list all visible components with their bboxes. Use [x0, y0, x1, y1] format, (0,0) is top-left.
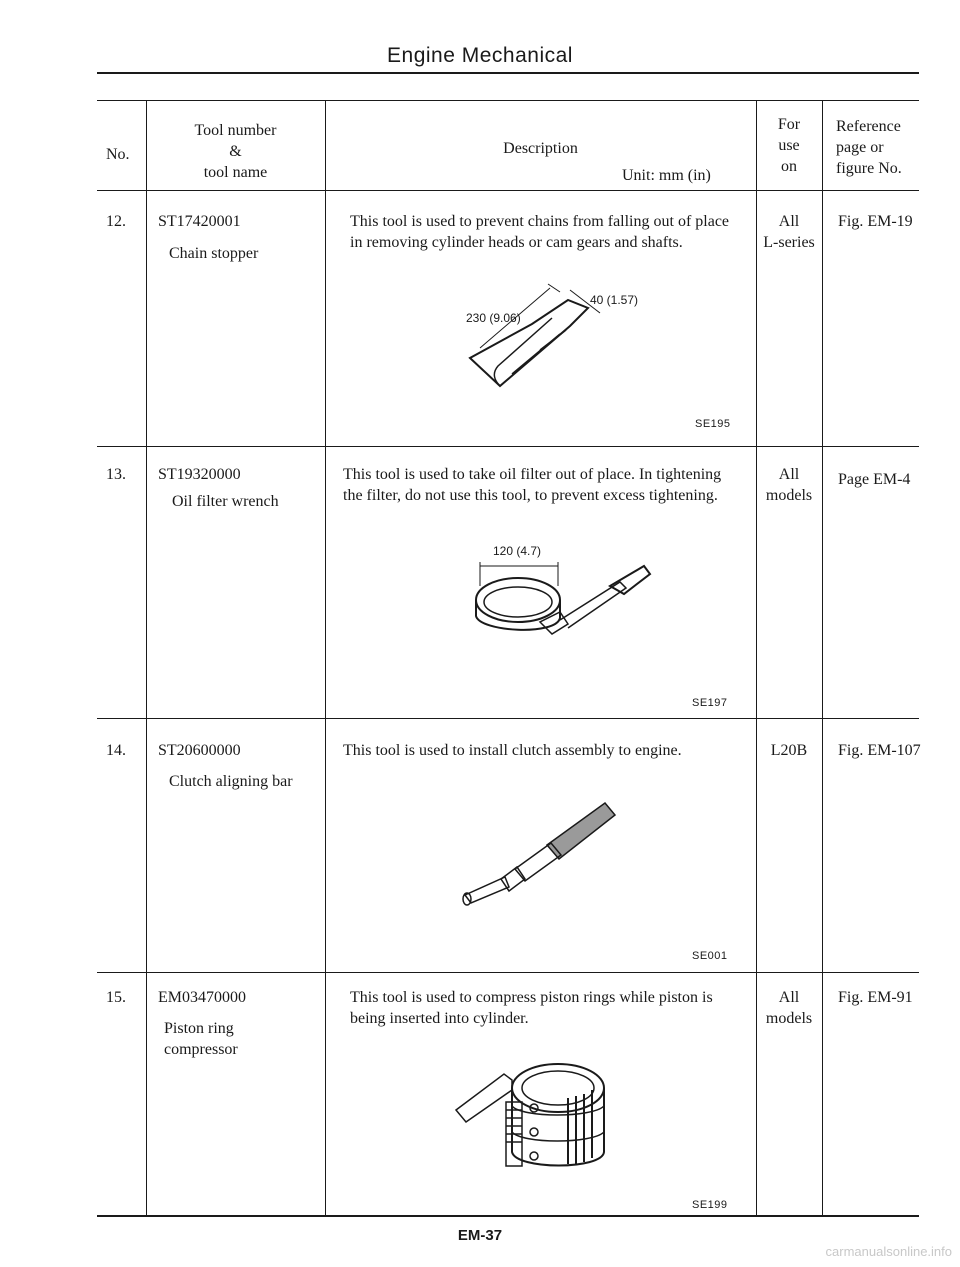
- figure-code: SE195: [695, 418, 731, 430]
- header-tool-line3: tool name: [203, 164, 268, 181]
- tool-number: ST20600000: [158, 742, 241, 759]
- piston-ring-compressor-icon: [452, 1060, 612, 1175]
- header-bottom-line: [97, 190, 919, 191]
- tool-name-line2: compressor: [164, 1041, 238, 1058]
- clutch-aligning-bar-icon: [455, 795, 625, 905]
- tool-number: ST19320000: [158, 466, 241, 483]
- for-use-on: [756, 464, 822, 506]
- description-line2: the filter, do not use this tool, to prevent excess tightening.: [343, 487, 718, 504]
- tool-name: Clutch aligning bar: [169, 773, 293, 790]
- header-reference: [836, 116, 902, 179]
- reference: Page EM-4: [838, 471, 911, 488]
- dimension-label: 120 (4.7): [493, 544, 542, 558]
- reference: Fig. EM-91: [838, 989, 913, 1006]
- dimension-label: 230 (9.06): [466, 311, 521, 325]
- row-no: 12.: [106, 213, 126, 230]
- header-ref-line1: Reference: [836, 118, 901, 135]
- dimension-label: 40 (1.57): [590, 293, 639, 307]
- row-no: 14.: [106, 742, 126, 759]
- figure-code: SE197: [692, 697, 728, 709]
- header-top-line: [97, 100, 919, 101]
- header-description: Description: [503, 140, 578, 157]
- page-number: EM-37: [457, 1227, 503, 1244]
- description-line1: This tool is used to prevent chains from falling out of place: [350, 213, 730, 230]
- header-ref-line2: page or: [836, 139, 884, 156]
- description-line1: This tool is used to install clutch assembly to engine.: [343, 742, 682, 759]
- for-use-on: L20B: [770, 742, 808, 759]
- header-for-use-on: [756, 114, 822, 177]
- for-use-on-line2: L-series: [763, 234, 815, 251]
- top-rule: [97, 72, 919, 74]
- header-for-line2: use: [778, 137, 800, 154]
- for-use-on-line2: models: [765, 487, 813, 504]
- for-use-on: [756, 211, 822, 253]
- for-use-on-line2: models: [765, 1010, 813, 1027]
- row-separator-14-15: [97, 972, 919, 973]
- header-for-line3: on: [781, 158, 797, 175]
- for-use-on-line1: All: [778, 466, 800, 483]
- description-line1: This tool is used to take oil filter out of place. In tightening: [343, 466, 722, 483]
- header-tool: [146, 120, 325, 183]
- description-line2: in removing cylinder heads or cam gears and shafts.: [350, 234, 683, 251]
- tool-number: EM03470000: [158, 989, 246, 1006]
- watermark: carmanualsonline.info: [825, 1244, 952, 1259]
- header-no: No.: [106, 146, 130, 163]
- reference: Fig. EM-107: [838, 742, 921, 759]
- col-divider-3: [756, 100, 757, 1215]
- row-no: 15.: [106, 989, 126, 1006]
- header-unit: Unit: mm (in): [622, 167, 711, 184]
- row-separator-13-14: [97, 718, 919, 719]
- tool-name: Chain stopper: [169, 245, 259, 262]
- header-for-line1: For: [777, 116, 801, 133]
- header-tool-line2: &: [229, 143, 242, 160]
- row-separator-12-13: [97, 446, 919, 447]
- page-title: Engine Mechanical: [387, 44, 573, 67]
- for-use-on: [756, 987, 822, 1029]
- col-divider-2: [325, 100, 326, 1215]
- for-use-on-line1: All: [778, 989, 800, 1006]
- header-tool-line1: Tool number: [194, 122, 277, 139]
- for-use-on-line1: All: [778, 213, 800, 230]
- description-line2: being inserted into cylinder.: [350, 1010, 529, 1027]
- tool-name: Oil filter wrench: [172, 493, 279, 510]
- col-divider-4: [822, 100, 823, 1215]
- bottom-rule: [97, 1215, 919, 1217]
- figure-code: SE199: [692, 1199, 728, 1211]
- oil-filter-wrench-icon: [460, 560, 660, 670]
- figure-code: SE001: [692, 950, 728, 962]
- col-divider-1: [146, 100, 147, 1215]
- header-ref-line3: figure No.: [836, 160, 902, 177]
- description-line1: This tool is used to compress piston rings while piston is: [350, 989, 713, 1006]
- row-no: 13.: [106, 466, 126, 483]
- tool-number: ST17420001: [158, 213, 241, 230]
- reference: Fig. EM-19: [838, 213, 913, 230]
- tool-name-line1: Piston ring: [164, 1020, 234, 1037]
